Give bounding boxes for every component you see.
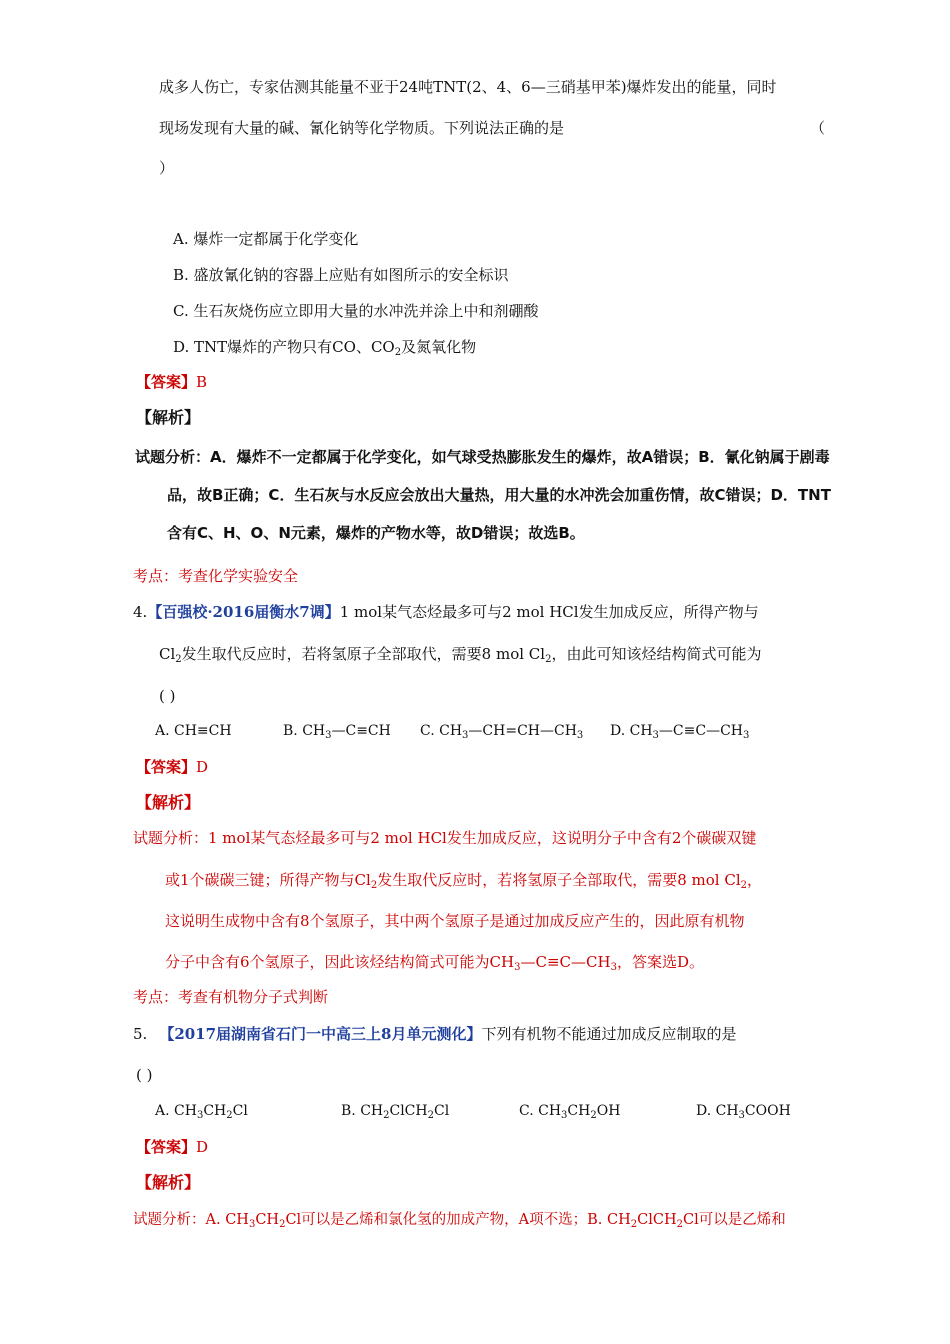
q4-analysis-line-3: 这说明生成物中含有8个氢原子，其中两个氢原子是通过加成反应产生的，因此原有机物 [165,912,745,930]
q3-paren-close: ） [159,159,175,177]
q4-analysis-line-4: 分子中含有6个氢原子，因此该烃结构简式可能为$CH_3—C\equiv C—CH_3$，答案选D。 [165,953,704,973]
q4-stem-line-1: 4.【百强校·2016届衡水7调】1 mol某气态烃最多可与2 mol HCl发生加成反应，所得产物与 [133,603,759,621]
q3-paren-open: （ [810,119,826,137]
q3-option-a: A. 爆炸一定都属于化学变化 [173,230,359,248]
q3-option-b: B. 盛放氰化钠的容器上应贴有如图所示的安全标识 [173,266,509,284]
q4-option-b: B. $CH_3—C\equiv CH$ [283,723,391,741]
q5-option-b: B. $CH_2ClCH_2Cl$ [341,1103,450,1121]
q4-source: 【百强校·2016届衡水7调】 [147,603,340,621]
q4-analysis-line-1: 试题分析：1 mol某气态烃最多可与2 mol HCl发生加成反应，这说明分子中含有2个碳碳双键 [133,829,757,847]
q5-answer [136,1137,208,1157]
q4-option-c: C. $CH_3—CH=CH—CH_3$ [420,723,584,741]
q3-kaodian: 考点：考查化学实验安全 [133,567,299,585]
q5-option-d: D. $CH_3COOH$ [696,1103,791,1121]
q5-paren: ( ) [136,1066,153,1084]
q5-number: 5. [133,1025,148,1043]
answer-label: 【答案】 [136,758,197,776]
q3-option-c: C. 生石灰烧伤应立即用大量的水冲洗并涂上中和剂硼酸 [173,302,539,320]
q3-stem-line-2: 现场发现有大量的碱、氰化钠等化学物质。下列说法正确的是 [159,119,565,137]
q4-option-d: D. $CH_3—C\equiv C—CH_3$ [610,723,750,741]
q4-paren: ( ) [159,687,176,705]
q3-analysis-label: 【解析】 [136,408,201,427]
q4-kaodian: 考点：考查有机物分子式判断 [133,988,329,1006]
q3-answer [136,372,207,392]
q4-analysis-line-2: 或1个碳碳三键；所得产物与$Cl_2$发生取代反应时，若将氢原子全部取代，需要8 mol $Cl_2$， [165,871,763,891]
answer-label: 【答案】 [136,1138,197,1156]
q5-analysis-label: 【解析】 [136,1173,201,1192]
q3-analysis-line-3: 含有C、H、O、N元素，爆炸的产物水等，故D错误；故选B。 [167,524,585,542]
q4-answer [136,757,208,777]
q4-number: 4. [133,603,148,621]
q3-stem-line-1: 成多人伤亡，专家估测其能量不亚于24吨TNT(2、4、6—三硝基甲苯)爆炸发出的能量，同时 [159,78,777,96]
q3-analysis-line-2: 品，故B正确；C．生石灰与水反应会放出大量热，用大量的水冲洗会加重伤情，故C错误；D．TNT [167,486,831,504]
q4-stem-line-2: $Cl_2$发生取代反应时，若将氢原子全部取代，需要8 mol $Cl_2$，由此可知该烃结构简式可能为 [159,645,762,665]
q5-stem: 5. 【2017届湖南省石门一中高三上8月单元测化】下列有机物不能通过加成反应制取的是 [133,1025,737,1043]
q5-option-c: C. $CH_3CH_2OH$ [519,1103,621,1121]
answer-label: 【答案】 [136,373,197,391]
q3-analysis-line-1: 试题分析：A．爆炸不一定都属于化学变化，如气球受热膨胀发生的爆炸，故A错误；B．氰化钠属于剧毒 [135,448,830,466]
answer-value: D [196,1138,209,1156]
q4-analysis-label: 【解析】 [136,793,201,812]
q5-analysis-line-1: 试题分析：A. $CH_3CH_2Cl$可以是乙烯和氯化氢的加成产物，A项不选；B. $CH_2ClCH_2Cl$可以是乙烯和 [133,1212,786,1230]
q5-source: 【2017届湖南省石门一中高三上8月单元测化】 [159,1025,482,1043]
q5-option-a: A. $CH_3CH_2Cl$ [155,1103,248,1121]
answer-value: B [196,373,208,391]
q3-option-d: D. TNT爆炸的产物只有CO、$CO_2$及氮氧化物 [173,338,477,358]
q4-option-a: A. CH≡CH [155,723,232,739]
answer-value: D [196,758,209,776]
